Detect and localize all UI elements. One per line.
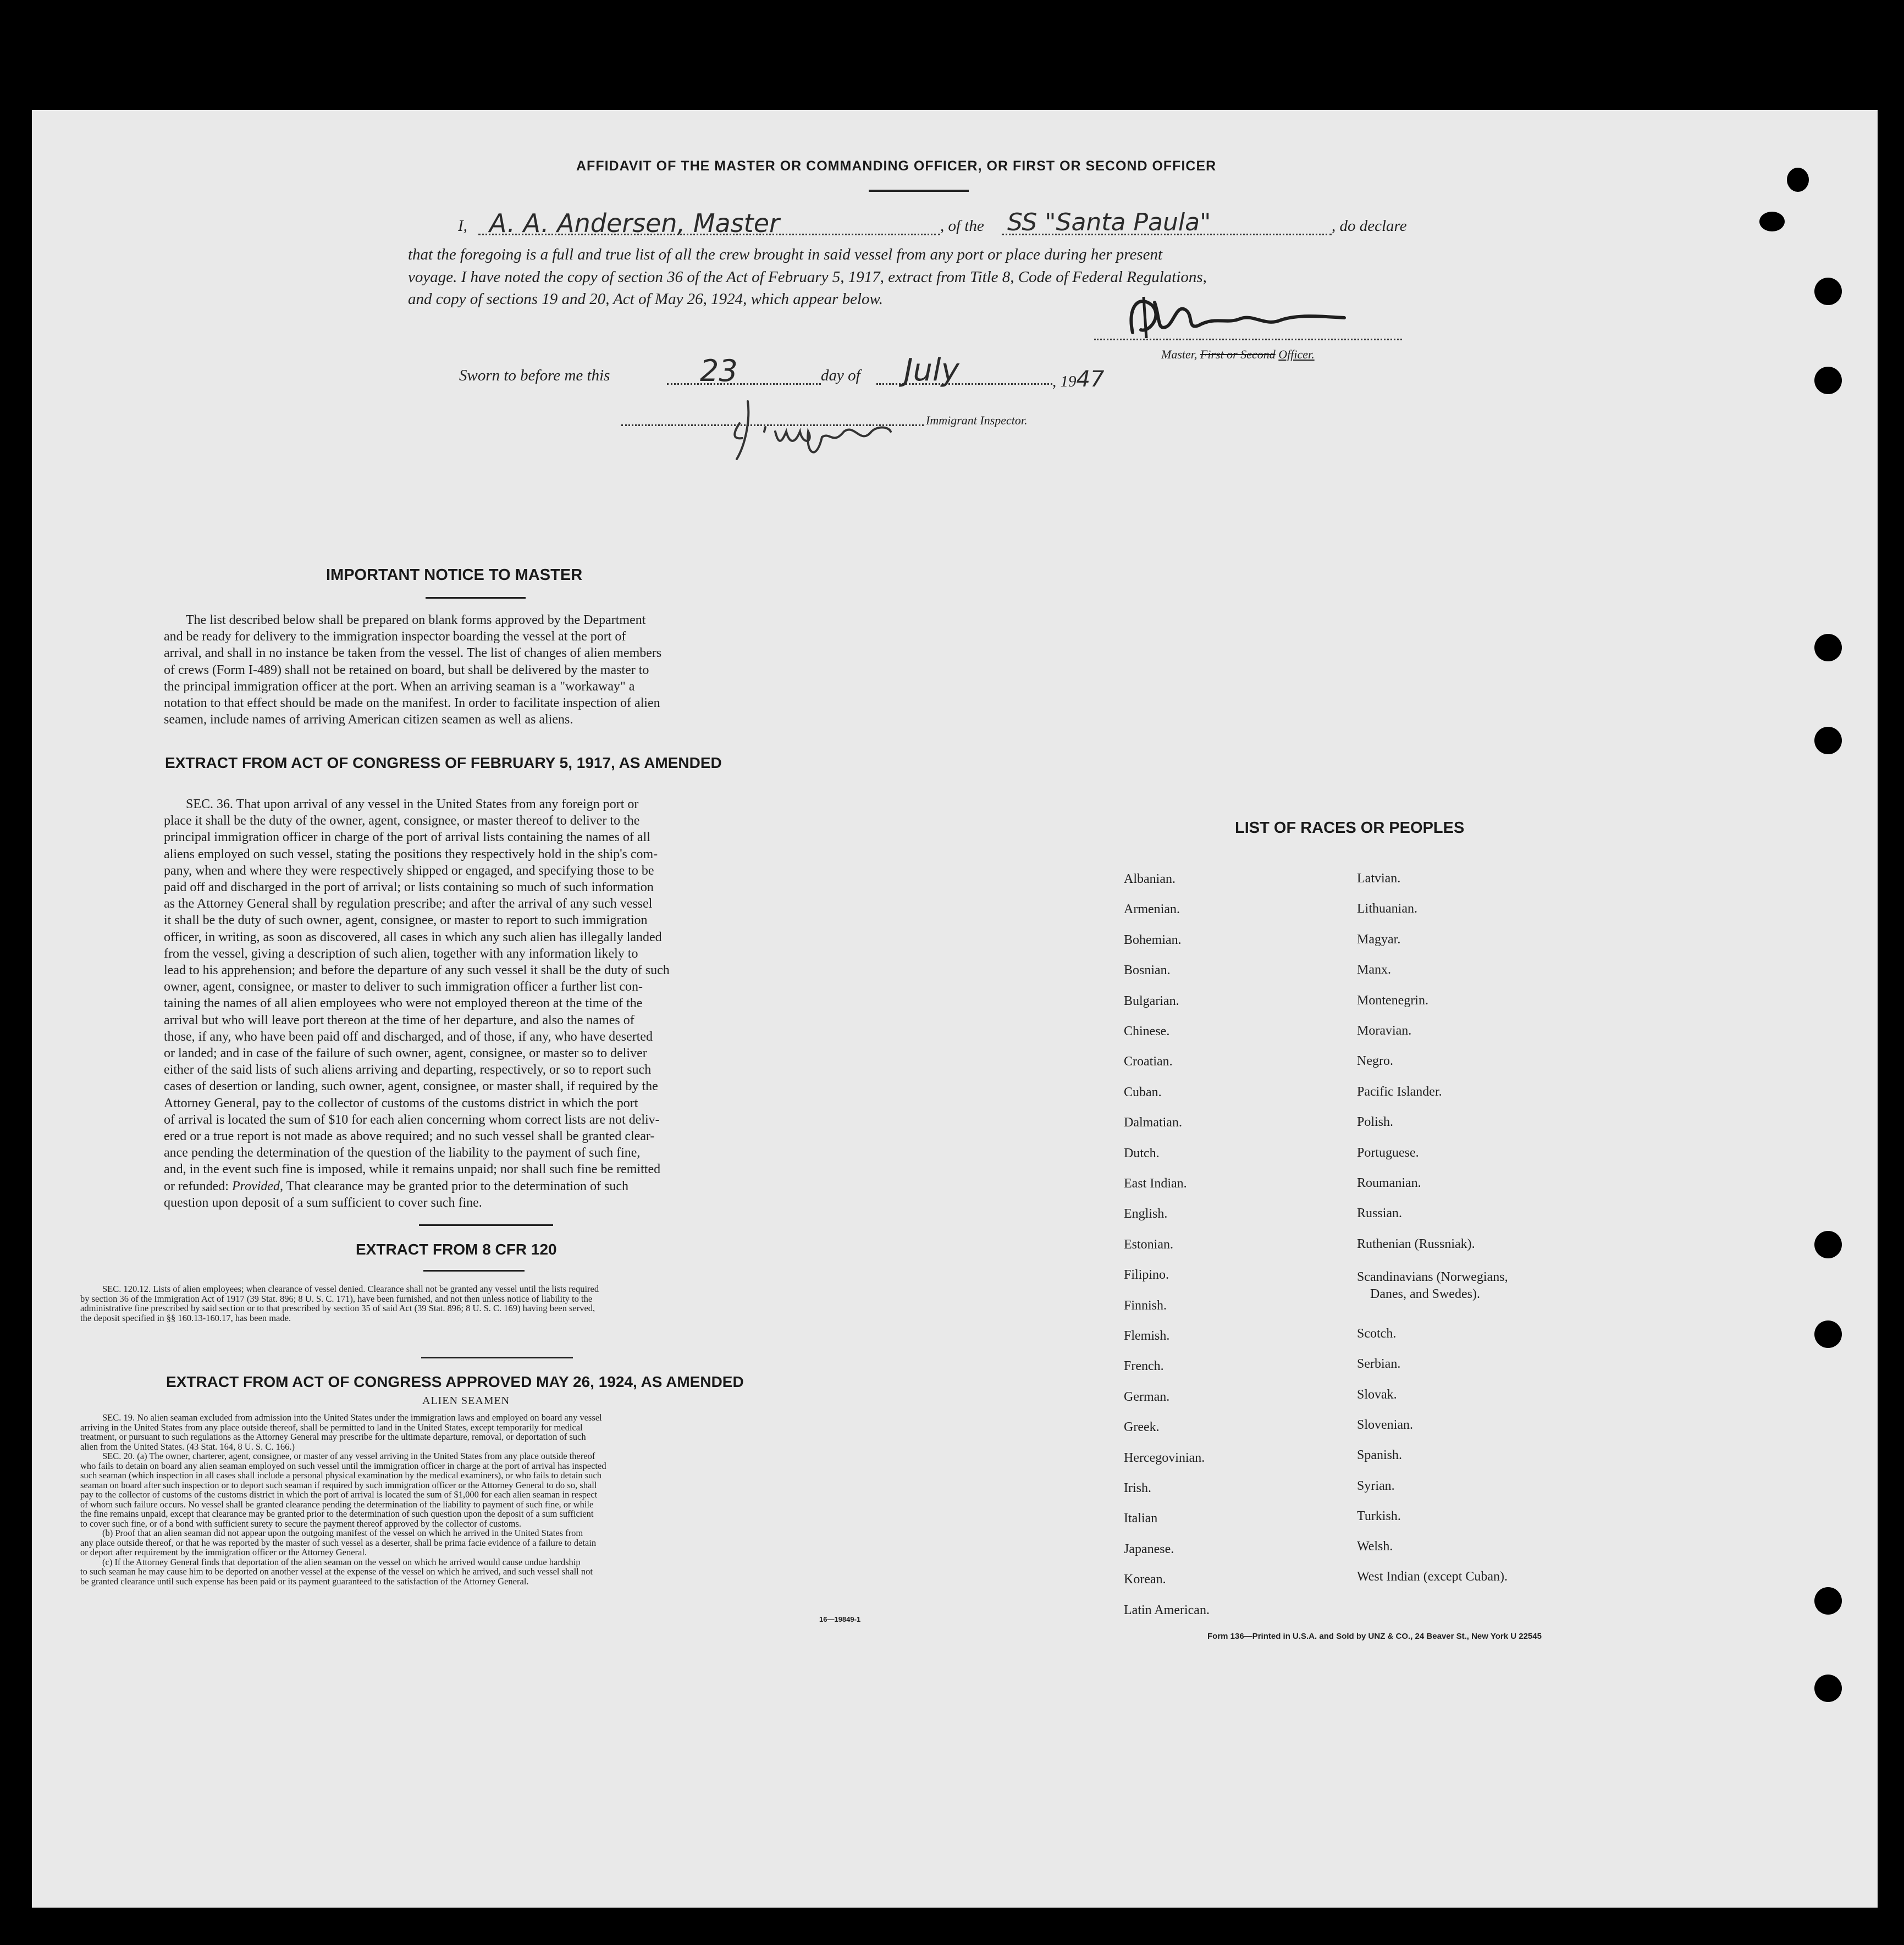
struck-text: First or Second xyxy=(1200,347,1276,361)
race-item: Slovenian. xyxy=(1357,1417,1413,1432)
text-line: notation to that effect should be made on the manifest. In order to facilitate inspection of alien xyxy=(164,696,660,711)
race-item: Croatian. xyxy=(1124,1054,1173,1069)
text-line: the deposit specified in §§ 160.13-160.17, has been made. xyxy=(80,1312,291,1323)
text-line: or landed; and in case of the failure of such owner, agent, consignee, or master so to deliver xyxy=(164,1046,647,1061)
race-item: Serbian. xyxy=(1357,1357,1401,1372)
text-line: owner, agent, consignee, or master to deliver to such immigration officer a further list con- xyxy=(164,980,643,994)
sworn-day-handwritten: 23 xyxy=(700,353,738,388)
text-line: the principal immigration officer at the port. When an arriving seaman is a "workaway" a xyxy=(164,679,635,694)
race-item: French. xyxy=(1124,1359,1164,1374)
text-line: the fine remains unpaid, except that clearance may be granted prior to the determination of such question upon the deposit of a sum sufficient xyxy=(80,1509,594,1519)
race-item: Hercegovinian. xyxy=(1124,1450,1205,1465)
race-item: Bosnian. xyxy=(1124,963,1171,978)
text-line: officer, in writing, as soon as discovered, all cases in which any such alien has illegally landed xyxy=(164,930,662,944)
text-line: seamen, include names of arriving American citizen seamen as well as aliens. xyxy=(164,712,573,727)
text-line: arrival, and shall in no instance be taken from the vessel. The list of changes of alien members xyxy=(164,646,662,661)
text-line: (b) Proof that an alien seaman did not appear upon the outgoing manifest of the vessel on which he arrived in the United States from xyxy=(102,1528,583,1538)
race-item: German. xyxy=(1124,1389,1170,1404)
text-line: of whom such failure occurs. No vessel shall be granted clearance pending the determination of the liability to payment of such fine, or while xyxy=(80,1499,594,1510)
race-item: Russian. xyxy=(1357,1206,1403,1221)
text-line: to cover such fine, or of a bond with sufficient surety to secure the payment thereof approved by the collector of customs. xyxy=(80,1518,521,1529)
race-item: English. xyxy=(1124,1207,1168,1222)
race-item: Korean. xyxy=(1124,1572,1166,1587)
of-the-label: , of the xyxy=(940,217,984,235)
form-number: 16—19849-1 xyxy=(819,1615,861,1623)
race-item: Danes, and Swedes). xyxy=(1370,1287,1480,1301)
signature-caption: Master, First or Second Officer. xyxy=(1161,347,1315,361)
year-handwritten: 47 xyxy=(1076,367,1105,392)
text-line: it shall be the duty of such owner, agent, consignee, or master to report to such immigration xyxy=(164,913,648,928)
punch-hole xyxy=(1814,727,1842,754)
vessel-name-field xyxy=(1002,208,1332,236)
text-line: administrative fine prescribed by said section or to that prescribed by section 35 of said Act (39 Stat. 896; 8 U. S. C. 169) having been served, xyxy=(80,1303,595,1313)
race-item: Japanese. xyxy=(1124,1541,1174,1556)
race-item: Filipino. xyxy=(1124,1268,1169,1283)
race-item: Italian xyxy=(1124,1511,1158,1526)
text-line: of arrival is located the sum of $10 for each alien concerning whom correct lists are not deliv- xyxy=(164,1112,660,1127)
text-line: principal immigration officer in charge of the port of arrival lists containing the names of all xyxy=(164,830,650,845)
punch-hole xyxy=(1814,278,1842,305)
master-name-field xyxy=(478,208,940,238)
punch-hole xyxy=(1759,212,1785,231)
declaration-line-4: and copy of sections 19 and 20, Act of May 26, 1924, which appear below. xyxy=(408,290,883,308)
inspector-signature xyxy=(726,393,902,465)
race-item: Latvian. xyxy=(1357,871,1401,886)
sworn-prefix: Sworn to before me this xyxy=(459,367,610,384)
year-label: , 1947 xyxy=(1052,367,1105,392)
punch-hole xyxy=(1814,634,1842,661)
text-line: pany, when and where they were respectively shipped or engaged, and specifying those to be xyxy=(164,863,654,878)
text-line: who fails to detain on board any alien seaman employed on such vessel until the immigration officer in charge at the port of arrival has inspected xyxy=(80,1460,606,1471)
punch-hole xyxy=(1814,1231,1842,1258)
text-line: SEC. 36. That upon arrival of any vessel in the United States from any foreign port or xyxy=(186,797,639,811)
text-line: The list described below shall be prepared on blank forms approved by the Department xyxy=(186,613,646,627)
text-line: those, if any, who have been paid off and discharged, and of those, if any, who have deserted xyxy=(164,1029,653,1044)
race-item: Montenegrin. xyxy=(1357,993,1428,1008)
text-line: any place outside thereof, or that he was reported by the master of such vessel as a deserter, shall be prima facie evidence of a failure to detain xyxy=(80,1537,597,1548)
race-item: East Indian. xyxy=(1124,1176,1187,1191)
extract-1917-rule xyxy=(419,1224,553,1226)
text-line: ance pending the determination of the question of the liability to the payment of such fine, xyxy=(164,1146,641,1161)
extract-1917-body xyxy=(164,796,785,1211)
notice-title: IMPORTANT NOTICE TO MASTER xyxy=(326,566,583,584)
race-item: Welsh. xyxy=(1357,1539,1393,1554)
race-item: Flemish. xyxy=(1124,1329,1170,1343)
text-line: and, in the event such fine is imposed, while it remains unpaid; nor shall such fine be remitted xyxy=(164,1162,661,1177)
text-line: such seaman (which inspection in all cases shall include a personal physical examination by the medical examiners), or who fails to detain such xyxy=(80,1470,602,1480)
inspector-signature-line xyxy=(621,422,924,426)
text-line: by section 36 of the Immigration Act of 1917 (39 Stat. 896; 8 U. S. C. 171), have been furnished, and not then unless notice of liability to the xyxy=(80,1293,593,1304)
text-line: from the vessel, giving a description of such alien, together with any information likely to xyxy=(164,946,638,961)
extract-cfr-title: EXTRACT FROM 8 CFR 120 xyxy=(356,1241,557,1258)
notice-rule xyxy=(426,597,526,599)
race-item: Latin American. xyxy=(1124,1603,1210,1617)
text-line: lead to his apprehension; and before the departure of any such vessel it shall be the duty of such xyxy=(164,963,670,978)
text-line: either of the said lists of such aliens arriving and departing, respectively, or so to report such xyxy=(164,1063,652,1078)
punch-hole xyxy=(1814,367,1842,394)
race-item: Irish. xyxy=(1124,1481,1151,1495)
text-line: pay to the collector of customs of the customs district in which the port of arrival is located the sum of $1,000 for each alien seaman in respect xyxy=(80,1489,598,1500)
text-line: cases of desertion or landing, such owner, agent, consignee, or master shall, if required by the xyxy=(164,1079,658,1094)
text-line: or refunded: Provided, That clearance may be granted prior to the determination of such xyxy=(164,1179,629,1193)
text-line: treatment, or pursuant to such regulations as the Attorney General may prescribe for the ultimate departure, removal, or deportation of such xyxy=(80,1432,586,1442)
text-line: to such seaman he may cause him to be deported on another vessel at the expense of the vessel on which he arrived, and such vessel shall not xyxy=(80,1566,593,1577)
sworn-day-field xyxy=(667,353,821,388)
inspector-caption: Immigrant Inspector. xyxy=(926,413,1028,427)
race-item: Slovak. xyxy=(1357,1387,1397,1402)
extract-1924-body xyxy=(80,1413,786,1586)
race-item: Ruthenian (Russniak). xyxy=(1357,1236,1475,1251)
text-line: place it shall be the duty of the owner, agent, consignee, or master thereof to deliver to the xyxy=(164,814,640,828)
race-item: Manx. xyxy=(1357,963,1391,977)
i-prefix: I, xyxy=(458,217,467,235)
punch-hole xyxy=(1787,168,1809,192)
race-item: Turkish. xyxy=(1357,1509,1401,1523)
text-line: SEC. 20. (a) The owner, charterer, agent, consignee, or master of any vessel arriving in the United States from any place outside thereof xyxy=(102,1451,595,1461)
declaration-line-3: voyage. I have noted the copy of section 36 of the Act of February 5, 1917, extract from Title 8, Code of Federal Regulations, xyxy=(408,268,1207,286)
master-signature-line xyxy=(1094,336,1402,340)
declaration-line-2: that the foregoing is a full and true list of all the crew brought in said vessel from any port or place during her present xyxy=(408,246,1163,263)
race-item: Magyar. xyxy=(1357,932,1401,947)
race-item: Scandinavians (Norwegians, xyxy=(1357,1270,1508,1284)
extract-cfr-body xyxy=(80,1284,786,1323)
race-item: Chinese. xyxy=(1124,1024,1170,1038)
punch-hole xyxy=(1814,1675,1842,1702)
race-item: Bohemian. xyxy=(1124,932,1182,947)
race-item: Estonian. xyxy=(1124,1237,1173,1252)
declaration-line-1 xyxy=(458,217,467,235)
race-item: Pacific Islander. xyxy=(1357,1084,1442,1099)
extract-cfr-rule xyxy=(423,1270,525,1272)
race-item: Armenian. xyxy=(1124,902,1180,917)
do-declare-label: , do declare xyxy=(1332,217,1407,235)
emphasis: Provided, xyxy=(231,1179,284,1193)
day-of-label: day of xyxy=(821,367,860,384)
race-item: Syrian. xyxy=(1357,1478,1395,1493)
text-line: arriving in the United States from any place outside thereof, shall be permitted to land in the United States, except temporarily for medical xyxy=(80,1422,583,1433)
extract-1924-top-rule xyxy=(421,1357,573,1358)
sworn-month-field xyxy=(876,352,1052,388)
notice-body xyxy=(164,612,785,728)
race-item: Cuban. xyxy=(1124,1085,1162,1099)
race-item: Roumanian. xyxy=(1357,1176,1421,1190)
text-line: aliens employed on such vessel, stating the positions they respectively hold in the ship's com- xyxy=(164,847,658,861)
race-item: Spanish. xyxy=(1357,1448,1403,1463)
text-line: ered or a true report is not made as above required; and no such vessel shall be granted clear- xyxy=(164,1129,655,1144)
sworn-month-handwritten: July xyxy=(904,352,959,388)
text-line: paid off and discharged in the port of arrival; or lists containing so much of such information xyxy=(164,880,654,895)
race-item: Dutch. xyxy=(1124,1146,1160,1161)
text-line: question upon deposit of a sum sufficient to cover such fine. xyxy=(164,1195,482,1210)
affidavit-title: AFFIDAVIT OF THE MASTER OR COMMANDING OFFICER, OR FIRST OR SECOND OFFICER xyxy=(576,158,1217,174)
vessel-name-handwritten: SS "Santa Paula" xyxy=(1007,208,1211,236)
text-line: (c) If the Attorney General finds that deportation of the alien seaman on the vessel on which he arrived would cause undue hardship xyxy=(102,1556,581,1567)
text-line: be granted clearance until such expense has been paid or its payment guaranteed to the satisfaction of the Attorney General. xyxy=(80,1576,529,1587)
race-item: Moravian. xyxy=(1357,1024,1412,1038)
text-line: SEC. 120.12. Lists of alien employees; when clearance of vessel denied. Clearance shall not be granted any vessel until the lists required xyxy=(102,1284,599,1294)
punch-hole xyxy=(1814,1320,1842,1348)
race-item: Dalmatian. xyxy=(1124,1115,1182,1130)
text-line: taining the names of all alien employees who were not employed thereon at the time of the xyxy=(164,996,643,1011)
race-item: Albanian. xyxy=(1124,872,1175,886)
text-line: and be ready for delivery to the immigration inspector boarding the vessel at the port of xyxy=(164,629,626,644)
race-item: Bulgarian. xyxy=(1124,993,1179,1008)
race-item: Lithuanian. xyxy=(1357,902,1417,916)
race-item: Scotch. xyxy=(1357,1327,1397,1341)
text-line: or deport after requirement by the immigration officer or the Attorney General. xyxy=(80,1547,367,1557)
race-item: Finnish. xyxy=(1124,1298,1167,1313)
text-line: of crews (Form I-489) shall not be retained on board, but shall be delivered by the master to xyxy=(164,662,649,677)
text-line: seaman on board after such inspection or to deport such seaman if required by such immigration officer or the Attorney General to do so, shall xyxy=(80,1479,597,1490)
punch-hole xyxy=(1814,1587,1842,1615)
race-item: West Indian (except Cuban). xyxy=(1357,1570,1508,1584)
races-title: LIST OF RACES OR PEOPLES xyxy=(1235,819,1465,837)
text-line: as the Attorney General shall by regulation prescribe; and after the arrival of any such vessel xyxy=(164,897,653,911)
extract-1917-title: EXTRACT FROM ACT OF CONGRESS OF FEBRUARY 5, 1917, AS AMENDED xyxy=(165,754,722,771)
race-item: Negro. xyxy=(1357,1054,1393,1069)
text-line: arrival but who will leave port thereon at the time of her departure, and also the names of xyxy=(164,1013,634,1027)
extract-1924-title: EXTRACT FROM ACT OF CONGRESS APPROVED MAY 26, 1924, AS AMENDED xyxy=(166,1373,744,1390)
master-name-handwritten: A. A. Andersen, Master xyxy=(489,208,780,238)
race-item: Greek. xyxy=(1124,1420,1160,1435)
race-item: Portuguese. xyxy=(1357,1145,1419,1160)
text-line: SEC. 19. No alien seaman excluded from admission into the United States under the immigration laws and employed on board any vessel xyxy=(102,1412,602,1423)
extract-1924-subtitle: ALIEN SEAMEN xyxy=(422,1395,510,1407)
text-line: Attorney General, pay to the collector of customs of the customs district in which the port xyxy=(164,1096,638,1110)
printer-footer: Form 136—Printed in U.S.A. and Sold by UNZ & CO., 24 Beaver St., New York U 22545 xyxy=(1207,1632,1542,1641)
text-line: alien from the United States. (43 Stat. 164, 8 U. S. C. 166.) xyxy=(80,1441,295,1452)
race-item: Polish. xyxy=(1357,1115,1394,1130)
title-rule xyxy=(869,190,969,192)
